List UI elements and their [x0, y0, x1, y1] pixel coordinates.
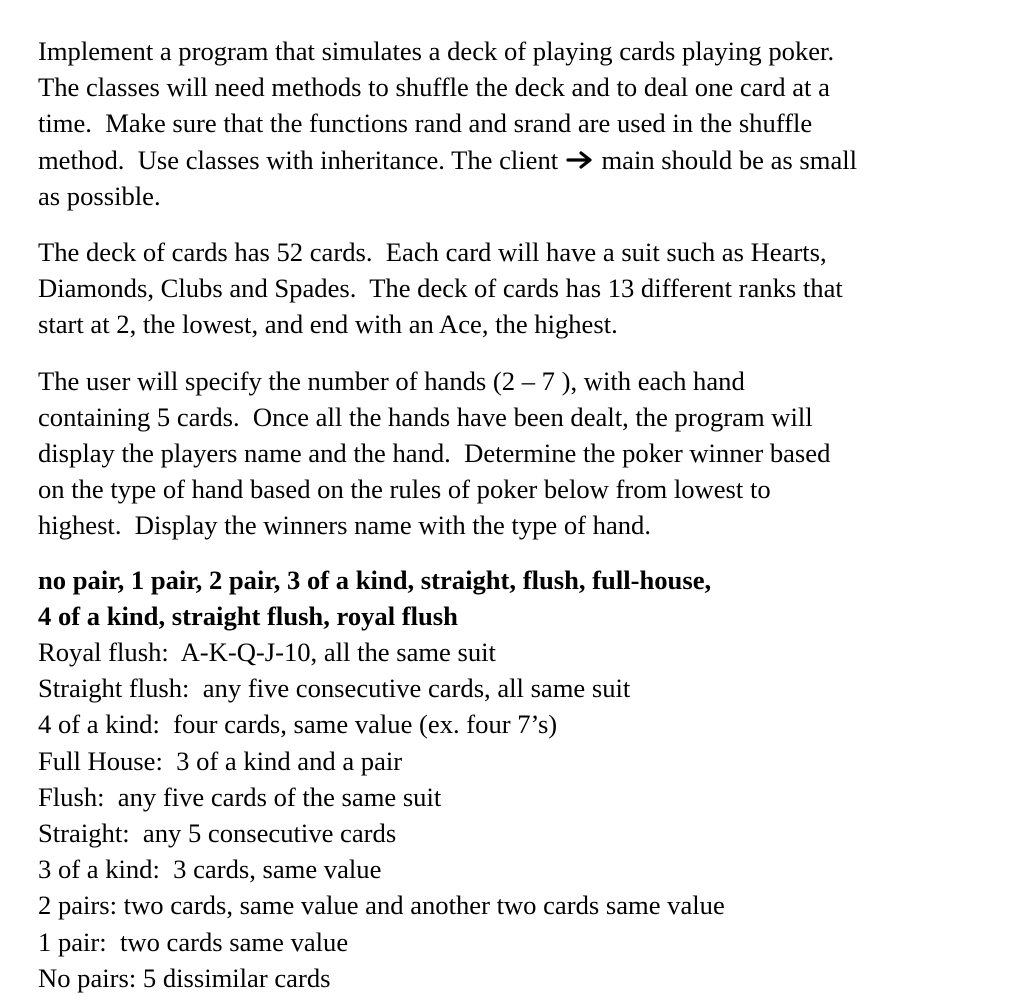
rule-item: Flush: any five cards of the same suit	[38, 781, 442, 812]
hand-ranking-heading: no pair, 1 pair, 2 pair, 3 of a kind, straight, flush, full-house,	[38, 564, 712, 595]
text-line: The classes will need methods to shuffle the deck and to deal one card at a	[38, 72, 830, 103]
rule-item: 2 pairs: two cards, same value and another two cards same value	[38, 890, 725, 921]
text-fragment: main should be as small	[594, 144, 858, 175]
text-line: time. Make sure that the functions rand and srand are used in the shuffle	[38, 108, 813, 139]
rule-item: Full House: 3 of a kind and a pair	[38, 745, 403, 776]
text-line: The deck of cards has 52 cards. Each card will have a suit such as Hearts,	[38, 237, 827, 268]
paragraph-intro	[38, 33, 1013, 214]
paragraph-deck	[38, 234, 1013, 343]
paragraph-hands	[38, 363, 1013, 544]
rule-item: 1 pair: two cards same value	[38, 926, 349, 957]
text-line: Implement a program that simulates a deck of playing cards playing poker.	[38, 36, 835, 66]
rule-item: No pairs: 5 dissimilar cards	[38, 962, 331, 993]
text-line: start at 2, the lowest, and end with an Ace, the highest.	[38, 309, 618, 340]
arrow-right-icon	[565, 150, 595, 170]
poker-rules	[38, 562, 1013, 996]
rule-item: Royal flush: A-K-Q-J-10, all the same suit	[38, 637, 496, 668]
text-fragment: method. Use classes with inheritance. The client	[38, 144, 565, 175]
hand-ranking-heading: 4 of a kind, straight flush, royal flush	[38, 600, 458, 631]
text-line-with-arrow	[38, 142, 1013, 178]
rule-item: 4 of a kind: four cards, same value (ex. four 7’s)	[38, 709, 558, 740]
text-line: containing 5 cards. Once all the hands have been dealt, the program will	[38, 401, 813, 432]
rule-item: Straight flush: any five consecutive cards, all same suit	[38, 673, 631, 704]
document-page	[38, 33, 1013, 996]
rule-item: 3 of a kind: 3 cards, same value	[38, 854, 382, 885]
rule-item: Straight: any 5 consecutive cards	[38, 818, 397, 849]
text-line: display the players name and the hand. Determine the poker winner based	[38, 438, 831, 469]
text-line: highest. Display the winners name with the type of hand.	[38, 510, 652, 541]
text-line: as possible.	[38, 180, 161, 211]
text-line: Diamonds, Clubs and Spades. The deck of cards has 13 different ranks that	[38, 273, 843, 304]
text-line: The user will specify the number of hands (2 – 7 ), with each hand	[38, 365, 745, 396]
text-line: on the type of hand based on the rules of poker below from lowest to	[38, 474, 771, 505]
